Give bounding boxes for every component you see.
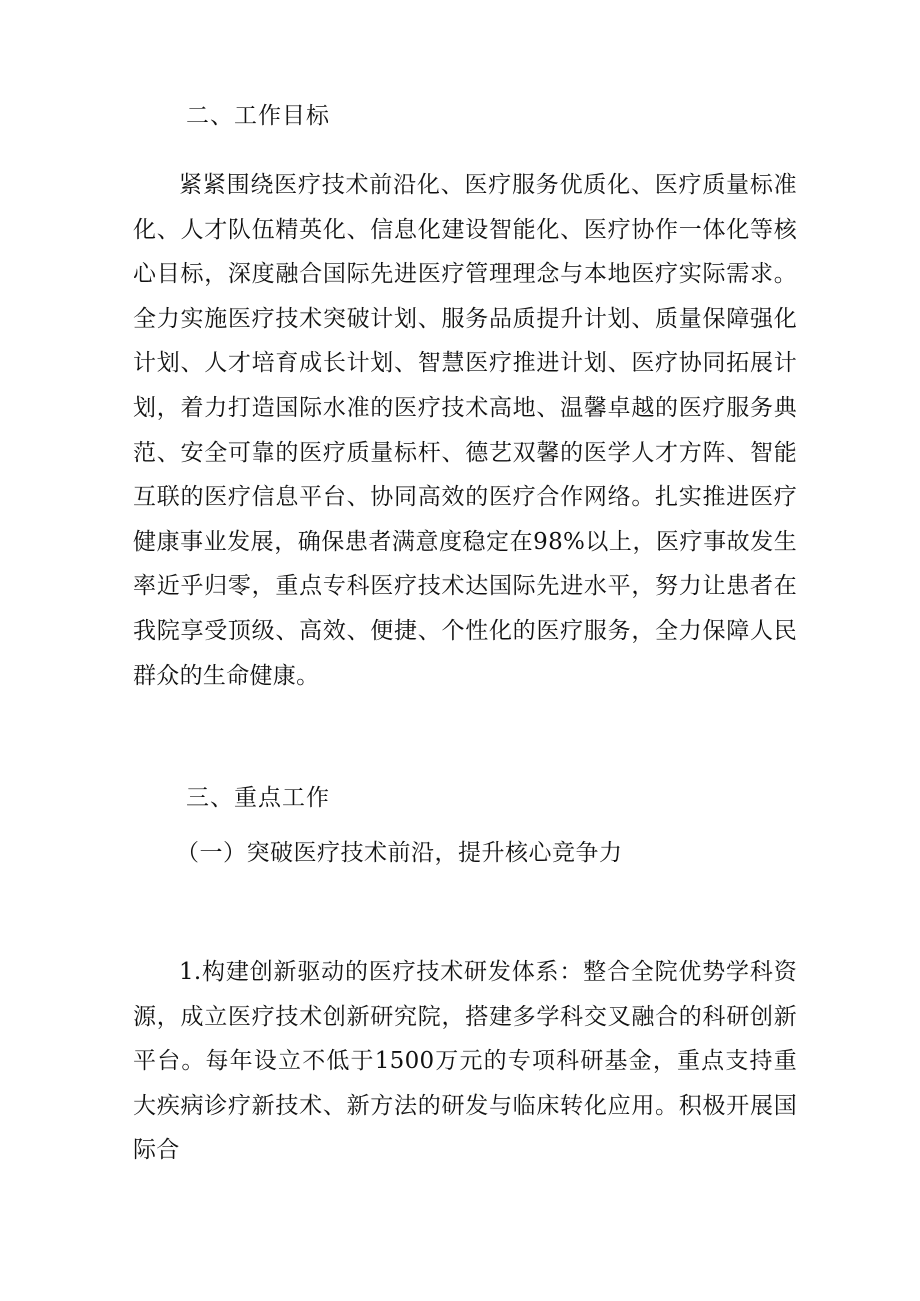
work-goals-paragraph: 紧紧围绕医疗技术前沿化、医疗服务优质化、医疗质量标准化、人才队伍精英化、信息化建设智能化、医疗协作一体化等核心目标，深度融合国际先进医疗管理理念与本地医疗实际需求。全力实施医疗技术突破计划、服务品质提升计划、质量保障强化计划、人才培育成长计划、智慧医疗推进计划、医疗协同拓展计划，着力打造国际水准的医疗技术高地、温馨卓越的医疗服务典范、安全可靠的医疗质量标杆、德艺双馨的医学人才方阵、智能互联的医疗信息平台、协同高效的医疗合作网络。扎实推进医疗健康事业发展，确保患者满意度稳定在98%以上，医疗事故发生率近乎归零，重点专科医疗技术达国际先进水平，努力让患者在我院享受顶级、高效、便捷、个性化的医疗服务，全力保障人民群众的生命健康。 — [133, 172, 797, 689]
tech-rd-system-paragraph: 1.构建创新驱动的医疗技术研发体系：整合全院优势学科资源，成立医疗技术创新研究院，搭建多学科交叉融合的科研创新平台。每年设立不低于1500万元的专项科研基金，重点支持重大疾病诊疗新技术、新方法的研发与临床转化应用。积极开展国际合 — [133, 959, 797, 1164]
section-heading-key-work: 三、重点工作 — [186, 785, 330, 811]
section-heading-work-goals: 二、工作目标 — [186, 103, 330, 129]
subsection-heading-tech-breakthrough: （一）突破医疗技术前沿，提升核心竞争力 — [176, 840, 623, 866]
